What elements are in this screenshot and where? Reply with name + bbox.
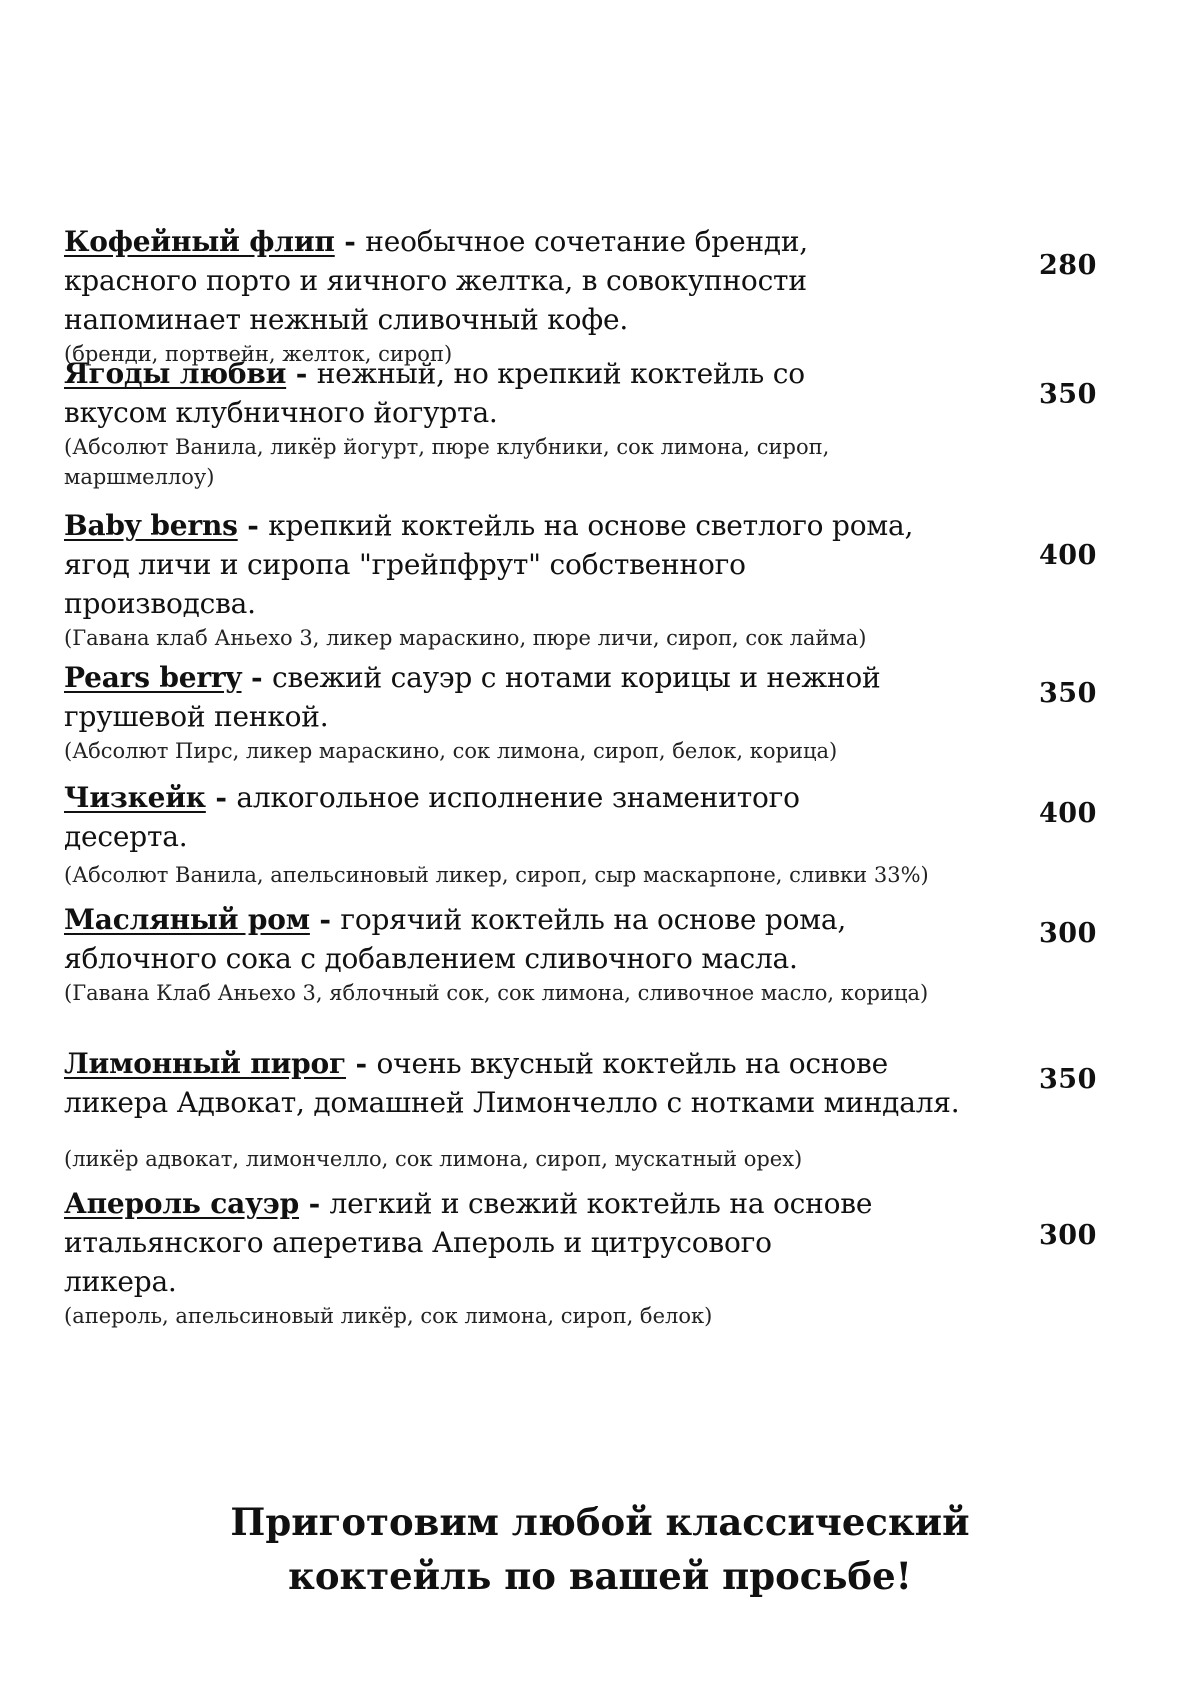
item-desc-line: яблочного сока с добавлением сливочного масла. xyxy=(64,942,798,975)
item-line xyxy=(64,1044,964,1083)
menu-item-baby-berns xyxy=(64,506,1144,658)
item-price: 400 xyxy=(1039,798,1097,829)
item-line xyxy=(64,778,964,817)
item-name: Кофейный флип xyxy=(64,225,335,258)
item-desc-line: ликера. xyxy=(64,1265,177,1298)
item-desc-line: напоминает нежный сливочный кофе. xyxy=(64,303,629,336)
footer-line: Приготовим любой классический xyxy=(230,1500,970,1544)
item-line xyxy=(64,506,964,545)
item-line xyxy=(64,900,964,939)
item-desc: горячий коктейль на основе рома, xyxy=(340,903,847,936)
item-ingredients: (Абсолют Ванила, апельсиновый ликер, сироп, сыр маскарпоне, сливки 33%) xyxy=(64,863,929,887)
item-desc-line: десерта. xyxy=(64,820,188,853)
item-desc: необычное сочетание бренди, xyxy=(365,225,809,258)
menu-item-cheesecake xyxy=(64,778,1144,900)
footer-note xyxy=(0,1495,1200,1603)
item-desc-line: красного порто и яичного желтка, в совокупности xyxy=(64,264,807,297)
item-line xyxy=(64,658,964,697)
item-price: 300 xyxy=(1039,918,1097,949)
item-text xyxy=(64,778,964,890)
item-line xyxy=(64,354,964,393)
item-name: Лимонный пирог xyxy=(64,1047,346,1080)
item-ingredients: маршмеллоу) xyxy=(64,465,215,489)
item-desc: легкий и свежий коктейль на основе xyxy=(329,1187,873,1220)
menu-item-berries-of-love xyxy=(64,354,1144,506)
item-name: Масляный ром xyxy=(64,903,310,936)
item-price: 350 xyxy=(1039,379,1097,410)
menu-item-pears-berry xyxy=(64,658,1144,778)
item-ingredients: (Абсолют Ванила, ликёр йогурт, пюре клубники, сок лимона, сироп, xyxy=(64,435,830,459)
item-text xyxy=(64,1184,964,1331)
item-ingredients: (Абсолют Пирс, ликер мараскино, сок лимона, сироп, белок, корица) xyxy=(64,739,838,763)
item-separator: - xyxy=(345,1047,377,1080)
item-separator: - xyxy=(309,903,341,936)
item-ingredients: (Гавана Клаб Аньехо 3, яблочный сок, сок лимона, сливочное масло, корица) xyxy=(64,981,929,1005)
menu-item-buttered-rum xyxy=(64,900,1144,1044)
item-name: Baby berns xyxy=(64,509,238,542)
item-desc: крепкий коктейль на основе светлого рома, xyxy=(268,509,914,542)
item-ingredients: (ликёр адвокат, лимончелло, сок лимона, сироп, мускатный орех) xyxy=(64,1147,803,1171)
item-line xyxy=(64,222,964,261)
item-separator: - xyxy=(205,781,237,814)
item-name: Pears berry xyxy=(64,661,242,694)
item-text xyxy=(64,900,964,1008)
item-price: 350 xyxy=(1039,1064,1097,1095)
item-price: 280 xyxy=(1039,250,1097,281)
item-text xyxy=(64,506,964,653)
item-desc-line: вкусом клубничного йогурта. xyxy=(64,396,498,429)
item-separator: - xyxy=(299,1187,330,1220)
item-desc: свежий сауэр с нотами корицы и нежной xyxy=(272,661,881,694)
item-price: 350 xyxy=(1039,678,1097,709)
item-name: Ягоды любви xyxy=(64,357,287,390)
item-text xyxy=(64,354,964,492)
menu-item-aperol-sour xyxy=(64,1184,1144,1334)
item-separator: - xyxy=(286,357,317,390)
item-desc-line: итальянского аперетива Апероль и цитрусового xyxy=(64,1226,772,1259)
item-desc: очень вкусный коктейль на основе xyxy=(376,1047,888,1080)
item-desc-line: грушевой пенкой. xyxy=(64,700,329,733)
item-price: 300 xyxy=(1039,1220,1097,1251)
item-desc: нежный, но крепкий коктейль со xyxy=(316,357,805,390)
item-name: Апероль сауэр xyxy=(64,1187,300,1220)
item-desc: алкогольное исполнение знаменитого xyxy=(236,781,800,814)
item-ingredients: (апероль, апельсиновый ликёр, сок лимона, сироп, белок) xyxy=(64,1304,713,1328)
item-separator: - xyxy=(237,509,269,542)
item-text xyxy=(64,222,964,369)
item-desc-line: производсва. xyxy=(64,587,256,620)
item-desc-line: ягод личи и сиропа "грейпфрут" собственного xyxy=(64,548,746,581)
item-text xyxy=(64,658,964,766)
menu-item-coffee-flip xyxy=(64,222,1144,366)
item-desc-line: ликера Адвокат, домашней Лимончелло с нотками миндаля. xyxy=(64,1086,960,1119)
item-separator: - xyxy=(334,225,366,258)
item-line xyxy=(64,1184,964,1223)
item-price: 400 xyxy=(1039,540,1097,571)
cocktail-menu xyxy=(64,222,1144,1334)
item-text xyxy=(64,1044,964,1174)
item-separator: - xyxy=(241,661,273,694)
item-name: Чизкейк xyxy=(64,781,206,814)
item-ingredients: (Гавана клаб Аньехо 3, ликер мараскино, пюре личи, сироп, сок лайма) xyxy=(64,626,867,650)
footer-line: коктейль по вашей просьбе! xyxy=(288,1554,912,1598)
item-ingredients: (бренди, портвейн, желток, сироп) xyxy=(64,342,453,366)
menu-item-lemon-pie xyxy=(64,1044,1144,1184)
